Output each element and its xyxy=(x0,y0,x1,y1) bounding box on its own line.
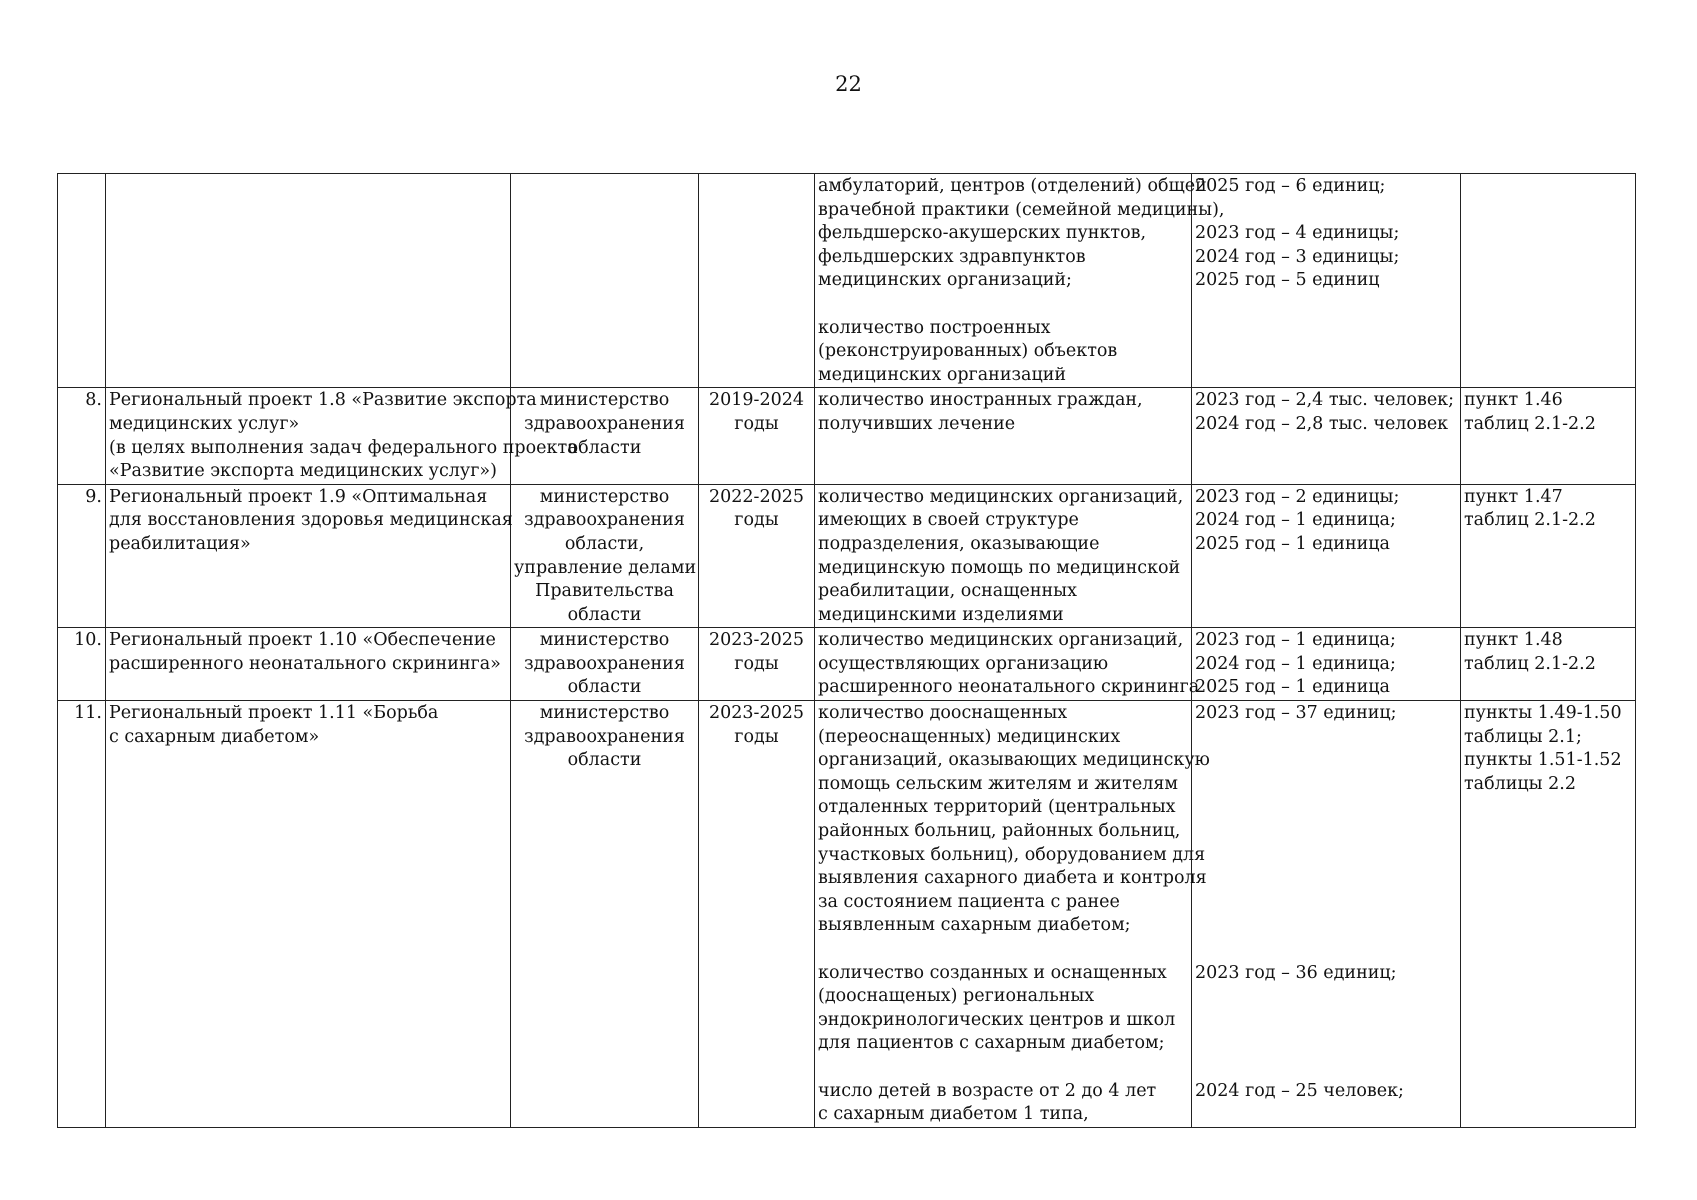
project-cell xyxy=(106,174,511,388)
project-text: Региональный проект 1.8 «Развитие экспорта xyxy=(109,390,537,411)
indicator-text: медицинскую помощь по медицинской xyxy=(818,557,1181,578)
executor-text: управление делами xyxy=(514,557,697,578)
row-number-cell: 9. xyxy=(58,484,106,628)
indicator-text: медицинскими изделиями xyxy=(818,604,1064,625)
value-text: 2025 год – 5 единиц xyxy=(1195,270,1380,291)
indicator-text: количество медицинских организаций, xyxy=(818,486,1184,507)
reference-text: пункты 1.51-1.52 xyxy=(1464,750,1622,771)
executor-text: области xyxy=(567,677,642,698)
executor-text: области xyxy=(567,750,642,771)
row-number-cell xyxy=(58,174,106,388)
executor-cell xyxy=(511,701,699,1128)
indicator-cell xyxy=(815,388,1192,484)
project-text: реабилитация» xyxy=(109,533,251,554)
indicator-text: реабилитации, оснащенных xyxy=(818,581,1077,602)
value-text: 2025 год – 1 единица xyxy=(1195,677,1390,698)
indicator-text: выявленным сахарным диабетом; xyxy=(818,915,1131,936)
reference-text: пункт 1.47 xyxy=(1464,486,1563,507)
value-text: 2023 год – 2,4 тыс. человек; xyxy=(1195,390,1455,411)
indicator-cell xyxy=(815,174,1225,388)
years-cell xyxy=(699,388,815,484)
indicator-text: количество медицинских организаций, xyxy=(818,630,1184,651)
table-row xyxy=(58,628,1636,701)
value-cell xyxy=(1192,388,1461,484)
value-text xyxy=(1195,891,1457,915)
reference-cell xyxy=(1461,628,1636,701)
program-table xyxy=(57,173,1636,1128)
indicator-text: отдаленных территорий (центральных xyxy=(818,797,1176,818)
executor-text: здравоохранения xyxy=(524,413,685,434)
indicator-text: имеющих в своей структуре xyxy=(818,510,1079,531)
reference-cell xyxy=(1461,388,1636,484)
years-text: годы xyxy=(734,510,779,531)
indicator-text: выявления сахарного диабета и контроля xyxy=(818,868,1207,889)
executor-cell xyxy=(511,628,699,701)
indicator-text: фельдшерско-акушерских пунктов, xyxy=(818,223,1147,244)
value-text xyxy=(1195,867,1457,891)
table-row xyxy=(58,388,1636,484)
executor-text: Правительства xyxy=(535,581,674,602)
row-number-cell: 11. xyxy=(58,701,106,1128)
indicator-text: количество построенных xyxy=(818,317,1051,338)
block-gap xyxy=(818,293,1188,317)
project-cell xyxy=(106,701,511,1128)
reference-text: пункт 1.48 xyxy=(1464,630,1563,651)
indicator-text: осуществляющих организацию xyxy=(818,653,1109,674)
value-text: 2024 год – 2,8 тыс. человек xyxy=(1195,413,1449,434)
executor-cell xyxy=(511,484,699,628)
executor-text: области, xyxy=(564,533,645,554)
project-cell xyxy=(106,484,511,628)
executor-text: здравоохранения xyxy=(524,726,685,747)
indicator-text: медицинских организаций; xyxy=(818,270,1072,291)
indicator-cell xyxy=(815,484,1192,628)
value-text: 2023 год – 1 единица; xyxy=(1195,630,1396,651)
indicator-text: подразделения, оказывающие xyxy=(818,533,1100,554)
block-gap xyxy=(1195,1056,1457,1080)
value-text xyxy=(1195,773,1457,797)
value-text xyxy=(1195,1032,1457,1056)
years-cell xyxy=(699,701,815,1128)
project-text: (в целях выполнения задач федерального проекта xyxy=(109,437,578,458)
reference-text: пункты 1.49-1.50 xyxy=(1464,703,1622,724)
reference-text: таблицы 2.1; xyxy=(1464,726,1582,747)
executor-text: здравоохранения xyxy=(524,510,685,531)
value-text xyxy=(1195,749,1457,773)
indicator-text: районных больниц, районных больниц, xyxy=(818,821,1181,842)
indicator-text: за состоянием пациента с ранее xyxy=(818,891,1120,912)
years-text: годы xyxy=(734,413,779,434)
value-text: 2025 год – 1 единица xyxy=(1195,533,1390,554)
executor-text: области xyxy=(567,604,642,625)
value-cell xyxy=(1192,484,1461,628)
project-cell xyxy=(106,388,578,484)
value-text: 2024 год – 1 единица; xyxy=(1195,510,1396,531)
table-row xyxy=(58,484,1636,628)
years-cell xyxy=(699,174,815,388)
row-number-cell: 10. xyxy=(58,628,106,701)
project-text: Региональный проект 1.9 «Оптимальная xyxy=(109,486,488,507)
value-text xyxy=(1195,985,1457,1009)
indicator-cell xyxy=(815,628,1200,701)
block-gap xyxy=(818,1056,1188,1080)
indicator-text: участковых больниц), оборудованием для xyxy=(818,844,1206,865)
reference-cell xyxy=(1461,174,1636,388)
project-text: «Развитие экспорта медицинских услуг») xyxy=(109,461,497,482)
project-text: медицинских услуг» xyxy=(109,413,300,434)
indicator-text: (реконструированных) объектов xyxy=(818,341,1118,362)
block-gap xyxy=(1195,938,1457,962)
row-number-cell: 8. xyxy=(58,388,106,484)
indicator-text: врачебной практики (семейной медицины), xyxy=(818,199,1225,220)
years-cell xyxy=(699,484,815,628)
block-gap xyxy=(818,938,1188,962)
reference-text: таблиц 2.1-2.2 xyxy=(1464,413,1596,434)
indicator-text: количество дооснащенных xyxy=(818,703,1068,724)
project-text: с сахарным диабетом» xyxy=(109,726,320,747)
indicator-text: получивших лечение xyxy=(818,413,1016,434)
reference-text: таблиц 2.1-2.2 xyxy=(1464,653,1596,674)
executor-text: министерство xyxy=(539,703,670,724)
executor-cell xyxy=(511,388,699,484)
indicator-text: с сахарным диабетом 1 типа, xyxy=(818,1104,1089,1125)
value-text xyxy=(1195,796,1457,820)
executor-text: министерство xyxy=(539,486,670,507)
reference-cell xyxy=(1461,701,1636,1128)
reference-text: таблицы 2.2 xyxy=(1464,773,1577,794)
indicator-text: организаций, оказывающих медицинскую xyxy=(818,750,1210,771)
block-gap xyxy=(1195,199,1457,223)
indicator-text: фельдшерских здравпунктов xyxy=(818,246,1086,267)
value-text: 2023 год – 36 единиц; xyxy=(1195,962,1397,983)
indicator-text: количество иностранных граждан, xyxy=(818,390,1143,411)
indicator-text: помощь сельским жителям и жителям xyxy=(818,773,1179,794)
indicator-cell xyxy=(815,701,1210,1128)
table-row xyxy=(58,701,1636,1128)
years-cell xyxy=(699,628,815,701)
value-text xyxy=(1195,844,1457,868)
indicator-text: количество созданных и оснащенных xyxy=(818,962,1167,983)
value-cell xyxy=(1192,174,1461,388)
years-text: 2023-2025 xyxy=(709,630,804,651)
value-text xyxy=(1195,820,1457,844)
executor-text: здравоохранения xyxy=(524,653,685,674)
value-text: 2025 год – 6 единиц; xyxy=(1195,176,1386,196)
value-text xyxy=(1195,914,1457,938)
indicator-text: эндокринологических центров и школ xyxy=(818,1009,1176,1030)
value-text: 2024 год – 3 единицы; xyxy=(1195,246,1400,267)
years-text: 2022-2025 xyxy=(709,486,804,507)
executor-text: министерство xyxy=(539,630,670,651)
indicator-text: число детей в возрасте от 2 до 4 лет xyxy=(818,1080,1157,1101)
executor-cell xyxy=(511,174,699,388)
indicator-text: медицинских организаций xyxy=(818,364,1067,385)
value-text: 2023 год – 2 единицы; xyxy=(1195,486,1400,507)
table-body xyxy=(58,174,1636,1128)
value-cell xyxy=(1192,701,1461,1128)
executor-text: министерство xyxy=(539,390,670,411)
years-text: 2019-2024 xyxy=(709,390,804,411)
value-cell xyxy=(1192,628,1461,701)
executor-text: области xyxy=(567,437,642,458)
indicator-text: для пациентов с сахарным диабетом; xyxy=(818,1033,1165,1054)
value-text: 2024 год – 1 единица; xyxy=(1195,653,1396,674)
years-text: 2023-2025 xyxy=(709,703,804,724)
project-text: Региональный проект 1.10 «Обеспечение xyxy=(109,630,496,651)
project-text: для восстановления здоровья медицинская xyxy=(109,510,513,531)
indicator-text: (дооснащеных) региональных xyxy=(818,986,1095,1007)
years-text: годы xyxy=(734,653,779,674)
indicator-text: (переоснащенных) медицинских xyxy=(818,726,1121,747)
value-text xyxy=(1195,1009,1457,1033)
project-cell xyxy=(106,628,511,701)
value-text: 2023 год – 37 единиц; xyxy=(1195,703,1397,724)
project-text: расширенного неонатального скрининга» xyxy=(109,653,501,674)
reference-text: пункт 1.46 xyxy=(1464,390,1563,411)
project-text: Региональный проект 1.11 «Борьба xyxy=(109,703,439,724)
table-row xyxy=(58,174,1636,388)
page-number: 22 xyxy=(835,72,862,96)
years-text: годы xyxy=(734,726,779,747)
indicator-text: расширенного неонатального скрининга xyxy=(818,677,1200,698)
value-text xyxy=(1195,726,1457,750)
reference-cell xyxy=(1461,484,1636,628)
indicator-text: амбулаторий, центров (отделений) общей xyxy=(818,176,1207,196)
reference-text: таблиц 2.1-2.2 xyxy=(1464,510,1596,531)
value-text: 2023 год – 4 единицы; xyxy=(1195,223,1400,244)
value-text: 2024 год – 25 человек; xyxy=(1195,1080,1404,1101)
